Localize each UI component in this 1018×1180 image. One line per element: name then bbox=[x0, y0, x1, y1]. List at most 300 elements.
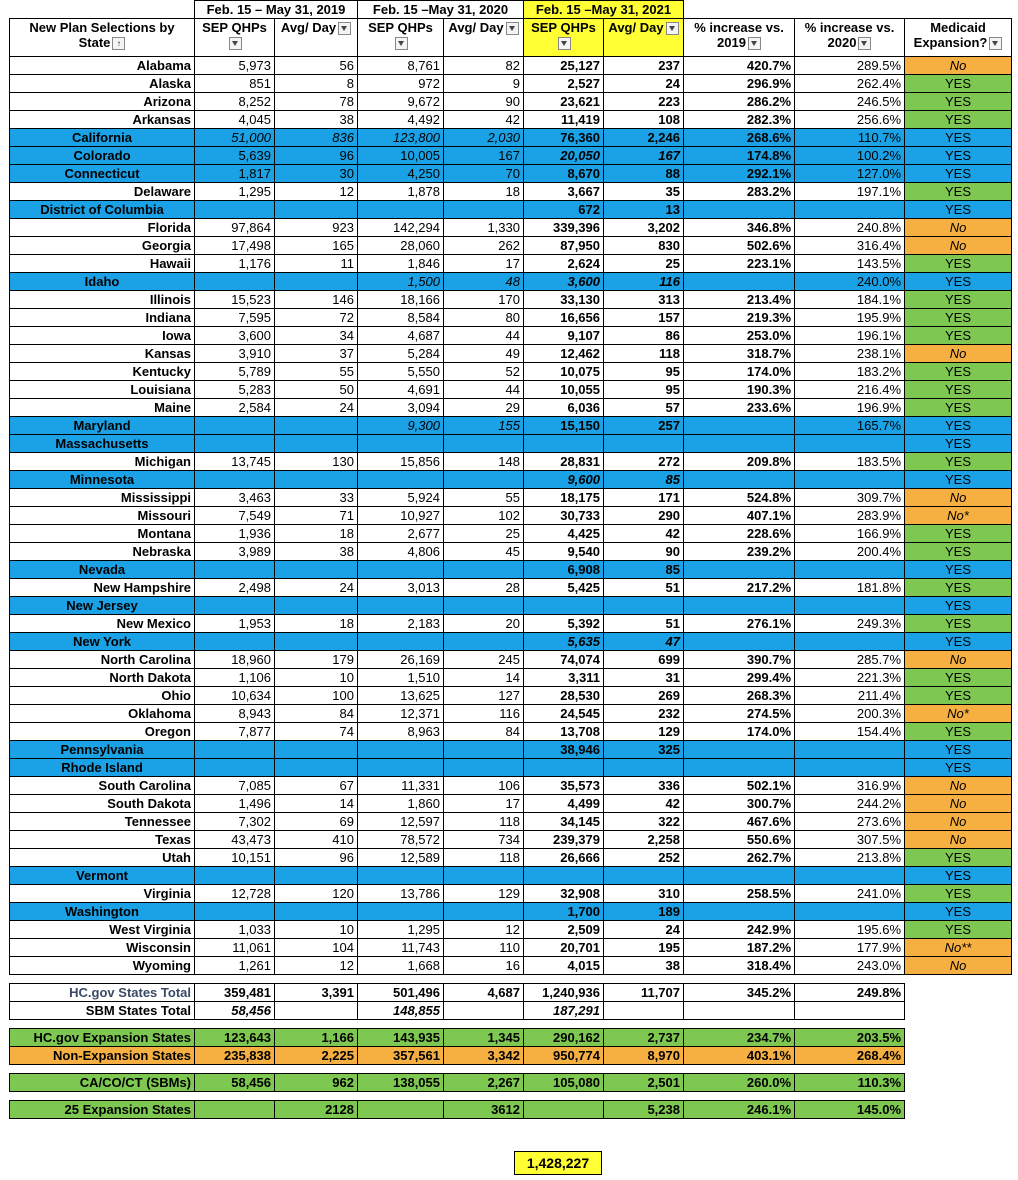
value-cell-a19[interactable]: 130 bbox=[275, 453, 358, 471]
value-cell-s20[interactable]: 1,668 bbox=[358, 957, 444, 975]
value-cell-a19[interactable]: 179 bbox=[275, 651, 358, 669]
avg-2020-header[interactable]: Avg/ Day bbox=[444, 19, 524, 57]
value-cell-s21[interactable]: 33,130 bbox=[524, 291, 604, 309]
value-cell-a20[interactable]: 155 bbox=[444, 417, 524, 435]
value-cell-a20[interactable]: 127 bbox=[444, 687, 524, 705]
total-value-p19[interactable]: 403.1% bbox=[684, 1047, 795, 1065]
value-cell-s21[interactable]: 25,127 bbox=[524, 57, 604, 75]
value-cell-s21[interactable]: 34,145 bbox=[524, 813, 604, 831]
value-cell-p20[interactable]: 316.4% bbox=[795, 237, 905, 255]
value-cell-p19[interactable]: 407.1% bbox=[684, 507, 795, 525]
value-cell-a19[interactable]: 10 bbox=[275, 921, 358, 939]
value-cell-p19[interactable]: 228.6% bbox=[684, 525, 795, 543]
value-cell-a19[interactable]: 11 bbox=[275, 255, 358, 273]
value-cell-a20[interactable]: 28 bbox=[444, 579, 524, 597]
total-value-s21[interactable] bbox=[524, 1101, 604, 1119]
state-name-cell[interactable]: New Jersey bbox=[10, 597, 195, 615]
value-cell-s19[interactable] bbox=[195, 903, 275, 921]
value-cell-p19[interactable]: 209.8% bbox=[684, 453, 795, 471]
value-cell-a19[interactable]: 33 bbox=[275, 489, 358, 507]
value-cell-s19[interactable]: 3,600 bbox=[195, 327, 275, 345]
value-cell-s19[interactable] bbox=[195, 633, 275, 651]
value-cell-a21[interactable]: 108 bbox=[604, 111, 684, 129]
value-cell-p20[interactable]: 166.9% bbox=[795, 525, 905, 543]
value-cell-a20[interactable]: 245 bbox=[444, 651, 524, 669]
state-name-cell[interactable]: South Dakota bbox=[10, 795, 195, 813]
medicaid-cell[interactable]: No* bbox=[905, 705, 1012, 723]
value-cell-p20[interactable] bbox=[795, 741, 905, 759]
value-cell-s21[interactable]: 24,545 bbox=[524, 705, 604, 723]
medicaid-cell[interactable]: YES bbox=[905, 471, 1012, 489]
value-cell-a21[interactable]: 171 bbox=[604, 489, 684, 507]
state-name-cell[interactable]: Oregon bbox=[10, 723, 195, 741]
value-cell-a20[interactable] bbox=[444, 903, 524, 921]
value-cell-s21[interactable]: 672 bbox=[524, 201, 604, 219]
value-cell-a19[interactable]: 18 bbox=[275, 615, 358, 633]
value-cell-p20[interactable]: 262.4% bbox=[795, 75, 905, 93]
value-cell-a21[interactable] bbox=[604, 597, 684, 615]
value-cell-p20[interactable]: 110.7% bbox=[795, 129, 905, 147]
sep-2020-header[interactable]: SEP QHPs bbox=[358, 19, 444, 57]
total-value-s20[interactable]: 501,496 bbox=[358, 984, 444, 1002]
value-cell-a19[interactable] bbox=[275, 273, 358, 291]
medicaid-cell[interactable]: YES bbox=[905, 129, 1012, 147]
value-cell-s20[interactable]: 2,183 bbox=[358, 615, 444, 633]
filter-dropdown-icon[interactable] bbox=[989, 37, 1002, 50]
total-value-s20[interactable]: 148,855 bbox=[358, 1002, 444, 1020]
value-cell-a21[interactable]: 699 bbox=[604, 651, 684, 669]
medicaid-cell[interactable]: YES bbox=[905, 903, 1012, 921]
medicaid-cell[interactable]: YES bbox=[905, 111, 1012, 129]
value-cell-a21[interactable]: 31 bbox=[604, 669, 684, 687]
value-cell-p19[interactable]: 524.8% bbox=[684, 489, 795, 507]
value-cell-a20[interactable]: 118 bbox=[444, 813, 524, 831]
value-cell-a20[interactable]: 45 bbox=[444, 543, 524, 561]
value-cell-a21[interactable]: 86 bbox=[604, 327, 684, 345]
total-value-s19[interactable] bbox=[195, 1101, 275, 1119]
value-cell-a21[interactable]: 24 bbox=[604, 921, 684, 939]
state-column-header[interactable]: New Plan Selections by State ↑ bbox=[10, 19, 195, 57]
value-cell-s19[interactable]: 1,106 bbox=[195, 669, 275, 687]
total-value-s20[interactable]: 143,935 bbox=[358, 1029, 444, 1047]
value-cell-s19[interactable]: 3,910 bbox=[195, 345, 275, 363]
state-name-cell[interactable]: Nevada bbox=[10, 561, 195, 579]
medicaid-cell[interactable]: YES bbox=[905, 849, 1012, 867]
value-cell-a21[interactable]: 336 bbox=[604, 777, 684, 795]
value-cell-a21[interactable] bbox=[604, 867, 684, 885]
medicaid-cell[interactable]: YES bbox=[905, 165, 1012, 183]
value-cell-p19[interactable]: 276.1% bbox=[684, 615, 795, 633]
value-cell-p19[interactable]: 190.3% bbox=[684, 381, 795, 399]
value-cell-a20[interactable] bbox=[444, 471, 524, 489]
total-value-a19[interactable]: 2128 bbox=[275, 1101, 358, 1119]
value-cell-s20[interactable]: 26,169 bbox=[358, 651, 444, 669]
state-name-cell[interactable]: South Carolina bbox=[10, 777, 195, 795]
value-cell-s19[interactable]: 1,176 bbox=[195, 255, 275, 273]
value-cell-a21[interactable]: 3,202 bbox=[604, 219, 684, 237]
value-cell-s20[interactable]: 12,371 bbox=[358, 705, 444, 723]
total-value-a19[interactable]: 2,225 bbox=[275, 1047, 358, 1065]
total-value-a20[interactable] bbox=[444, 1002, 524, 1020]
value-cell-s19[interactable] bbox=[195, 867, 275, 885]
filter-dropdown-icon[interactable] bbox=[229, 37, 242, 50]
value-cell-a21[interactable]: 118 bbox=[604, 345, 684, 363]
total-value-a21[interactable]: 8,970 bbox=[604, 1047, 684, 1065]
value-cell-s19[interactable]: 1,953 bbox=[195, 615, 275, 633]
value-cell-s19[interactable]: 10,634 bbox=[195, 687, 275, 705]
medicaid-cell[interactable]: YES bbox=[905, 525, 1012, 543]
state-name-cell[interactable]: Tennessee bbox=[10, 813, 195, 831]
filter-dropdown-icon[interactable] bbox=[506, 22, 519, 35]
total-value-s21[interactable]: 290,162 bbox=[524, 1029, 604, 1047]
value-cell-a21[interactable] bbox=[604, 759, 684, 777]
value-cell-a20[interactable]: 102 bbox=[444, 507, 524, 525]
filter-dropdown-icon[interactable] bbox=[558, 37, 571, 50]
value-cell-p19[interactable]: 239.2% bbox=[684, 543, 795, 561]
state-name-cell[interactable]: Florida bbox=[10, 219, 195, 237]
value-cell-p20[interactable]: 196.9% bbox=[795, 399, 905, 417]
avg-2019-header[interactable]: Avg/ Day bbox=[275, 19, 358, 57]
value-cell-s21[interactable]: 76,360 bbox=[524, 129, 604, 147]
state-name-cell[interactable]: New Mexico bbox=[10, 615, 195, 633]
state-name-cell[interactable]: New Hampshire bbox=[10, 579, 195, 597]
value-cell-a21[interactable]: 252 bbox=[604, 849, 684, 867]
medicaid-cell[interactable]: YES bbox=[905, 579, 1012, 597]
value-cell-s21[interactable]: 3,667 bbox=[524, 183, 604, 201]
value-cell-p20[interactable] bbox=[795, 903, 905, 921]
medicaid-cell[interactable]: No bbox=[905, 237, 1012, 255]
value-cell-a19[interactable]: 30 bbox=[275, 165, 358, 183]
medicaid-cell[interactable]: YES bbox=[905, 723, 1012, 741]
value-cell-p20[interactable]: 243.0% bbox=[795, 957, 905, 975]
value-cell-s19[interactable]: 11,061 bbox=[195, 939, 275, 957]
value-cell-a19[interactable]: 146 bbox=[275, 291, 358, 309]
value-cell-a21[interactable]: 325 bbox=[604, 741, 684, 759]
medicaid-cell[interactable]: No bbox=[905, 813, 1012, 831]
medicaid-cell[interactable]: YES bbox=[905, 633, 1012, 651]
value-cell-s20[interactable]: 12,589 bbox=[358, 849, 444, 867]
value-cell-s21[interactable]: 6,036 bbox=[524, 399, 604, 417]
sep-2019-header[interactable]: SEP QHPs bbox=[195, 19, 275, 57]
value-cell-s20[interactable] bbox=[358, 867, 444, 885]
total-value-a20[interactable]: 2,267 bbox=[444, 1074, 524, 1092]
value-cell-a21[interactable]: 88 bbox=[604, 165, 684, 183]
total-value-p19[interactable]: 260.0% bbox=[684, 1074, 795, 1092]
value-cell-s20[interactable]: 4,687 bbox=[358, 327, 444, 345]
total-value-s19[interactable]: 123,643 bbox=[195, 1029, 275, 1047]
value-cell-s20[interactable]: 1,846 bbox=[358, 255, 444, 273]
value-cell-s21[interactable] bbox=[524, 435, 604, 453]
value-cell-s20[interactable]: 8,761 bbox=[358, 57, 444, 75]
value-cell-s19[interactable]: 1,817 bbox=[195, 165, 275, 183]
medicaid-cell[interactable]: YES bbox=[905, 687, 1012, 705]
value-cell-a20[interactable] bbox=[444, 759, 524, 777]
value-cell-a20[interactable]: 80 bbox=[444, 309, 524, 327]
value-cell-a21[interactable]: 116 bbox=[604, 273, 684, 291]
value-cell-a21[interactable]: 47 bbox=[604, 633, 684, 651]
value-cell-p19[interactable]: 390.7% bbox=[684, 651, 795, 669]
total-value-s20[interactable] bbox=[358, 1101, 444, 1119]
value-cell-a20[interactable]: 49 bbox=[444, 345, 524, 363]
state-name-cell[interactable]: District of Columbia bbox=[10, 201, 195, 219]
value-cell-s20[interactable]: 18,166 bbox=[358, 291, 444, 309]
value-cell-a19[interactable]: 38 bbox=[275, 543, 358, 561]
value-cell-p20[interactable] bbox=[795, 435, 905, 453]
value-cell-a19[interactable]: 10 bbox=[275, 669, 358, 687]
medicaid-cell[interactable]: No** bbox=[905, 939, 1012, 957]
filter-dropdown-icon[interactable] bbox=[858, 37, 871, 50]
value-cell-a19[interactable]: 34 bbox=[275, 327, 358, 345]
value-cell-a21[interactable]: 167 bbox=[604, 147, 684, 165]
value-cell-s21[interactable]: 11,419 bbox=[524, 111, 604, 129]
value-cell-s21[interactable]: 239,379 bbox=[524, 831, 604, 849]
state-name-cell[interactable]: Delaware bbox=[10, 183, 195, 201]
pct-2020-header[interactable]: % increase vs. 2020 bbox=[795, 19, 905, 57]
state-name-cell[interactable]: Texas bbox=[10, 831, 195, 849]
value-cell-a20[interactable] bbox=[444, 867, 524, 885]
total-value-a20[interactable]: 3612 bbox=[444, 1101, 524, 1119]
value-cell-a20[interactable]: 90 bbox=[444, 93, 524, 111]
value-cell-s19[interactable]: 97,864 bbox=[195, 219, 275, 237]
value-cell-s21[interactable]: 4,425 bbox=[524, 525, 604, 543]
medicaid-cell[interactable]: No bbox=[905, 777, 1012, 795]
total-value-s20[interactable]: 357,561 bbox=[358, 1047, 444, 1065]
value-cell-a20[interactable]: 129 bbox=[444, 885, 524, 903]
value-cell-a20[interactable]: 55 bbox=[444, 489, 524, 507]
state-name-cell[interactable]: Louisiana bbox=[10, 381, 195, 399]
value-cell-a19[interactable] bbox=[275, 867, 358, 885]
value-cell-s20[interactable]: 5,550 bbox=[358, 363, 444, 381]
value-cell-p20[interactable]: 316.9% bbox=[795, 777, 905, 795]
value-cell-p19[interactable]: 174.0% bbox=[684, 723, 795, 741]
value-cell-s21[interactable]: 87,950 bbox=[524, 237, 604, 255]
medicaid-cell[interactable]: YES bbox=[905, 669, 1012, 687]
value-cell-a21[interactable]: 272 bbox=[604, 453, 684, 471]
medicaid-cell[interactable]: No bbox=[905, 651, 1012, 669]
value-cell-s19[interactable]: 1,936 bbox=[195, 525, 275, 543]
medicaid-cell[interactable]: YES bbox=[905, 453, 1012, 471]
value-cell-s20[interactable]: 10,005 bbox=[358, 147, 444, 165]
value-cell-p19[interactable]: 292.1% bbox=[684, 165, 795, 183]
total-value-a21[interactable]: 2,501 bbox=[604, 1074, 684, 1092]
value-cell-s20[interactable] bbox=[358, 201, 444, 219]
state-name-cell[interactable]: Ohio bbox=[10, 687, 195, 705]
value-cell-a19[interactable]: 71 bbox=[275, 507, 358, 525]
value-cell-a21[interactable]: 95 bbox=[604, 381, 684, 399]
value-cell-s19[interactable] bbox=[195, 741, 275, 759]
value-cell-s20[interactable]: 11,331 bbox=[358, 777, 444, 795]
value-cell-s19[interactable]: 2,584 bbox=[195, 399, 275, 417]
total-value-p19[interactable] bbox=[684, 1002, 795, 1020]
state-name-cell[interactable]: Connecticut bbox=[10, 165, 195, 183]
value-cell-p20[interactable]: 165.7% bbox=[795, 417, 905, 435]
value-cell-s21[interactable] bbox=[524, 759, 604, 777]
value-cell-p20[interactable]: 285.7% bbox=[795, 651, 905, 669]
value-cell-s21[interactable]: 32,908 bbox=[524, 885, 604, 903]
value-cell-a19[interactable]: 24 bbox=[275, 579, 358, 597]
value-cell-s20[interactable]: 3,094 bbox=[358, 399, 444, 417]
value-cell-s19[interactable]: 1,295 bbox=[195, 183, 275, 201]
value-cell-p20[interactable] bbox=[795, 561, 905, 579]
value-cell-a20[interactable]: 18 bbox=[444, 183, 524, 201]
medicaid-cell[interactable]: YES bbox=[905, 759, 1012, 777]
value-cell-s21[interactable]: 2,527 bbox=[524, 75, 604, 93]
value-cell-p20[interactable]: 177.9% bbox=[795, 939, 905, 957]
total-value-s21[interactable]: 105,080 bbox=[524, 1074, 604, 1092]
value-cell-p20[interactable]: 216.4% bbox=[795, 381, 905, 399]
value-cell-p19[interactable]: 258.5% bbox=[684, 885, 795, 903]
total-label-cell[interactable]: Non-Expansion States bbox=[10, 1047, 195, 1065]
value-cell-a19[interactable]: 12 bbox=[275, 183, 358, 201]
total-label-cell[interactable]: HC.gov States Total bbox=[10, 984, 195, 1002]
value-cell-a20[interactable]: 44 bbox=[444, 381, 524, 399]
value-cell-a19[interactable]: 67 bbox=[275, 777, 358, 795]
total-value-a21[interactable]: 11,707 bbox=[604, 984, 684, 1002]
medicaid-cell[interactable]: YES bbox=[905, 615, 1012, 633]
value-cell-p19[interactable] bbox=[684, 597, 795, 615]
value-cell-p20[interactable]: 221.3% bbox=[795, 669, 905, 687]
state-name-cell[interactable]: North Carolina bbox=[10, 651, 195, 669]
medicaid-cell[interactable]: YES bbox=[905, 309, 1012, 327]
state-name-cell[interactable]: California bbox=[10, 129, 195, 147]
value-cell-a19[interactable]: 18 bbox=[275, 525, 358, 543]
value-cell-s19[interactable]: 3,989 bbox=[195, 543, 275, 561]
medicaid-cell[interactable]: YES bbox=[905, 363, 1012, 381]
state-name-cell[interactable]: Kentucky bbox=[10, 363, 195, 381]
value-cell-s19[interactable]: 8,252 bbox=[195, 93, 275, 111]
medicaid-cell[interactable]: YES bbox=[905, 327, 1012, 345]
medicaid-cell[interactable]: YES bbox=[905, 597, 1012, 615]
value-cell-s19[interactable]: 5,789 bbox=[195, 363, 275, 381]
value-cell-a19[interactable]: 37 bbox=[275, 345, 358, 363]
value-cell-p19[interactable] bbox=[684, 867, 795, 885]
value-cell-s20[interactable]: 12,597 bbox=[358, 813, 444, 831]
value-cell-s20[interactable] bbox=[358, 561, 444, 579]
state-name-cell[interactable]: New York bbox=[10, 633, 195, 651]
value-cell-p19[interactable] bbox=[684, 633, 795, 651]
value-cell-a19[interactable] bbox=[275, 417, 358, 435]
total-label-cell[interactable]: CA/CO/CT (SBMs) bbox=[10, 1074, 195, 1092]
value-cell-a21[interactable]: 35 bbox=[604, 183, 684, 201]
value-cell-a20[interactable]: 110 bbox=[444, 939, 524, 957]
value-cell-p20[interactable]: 143.5% bbox=[795, 255, 905, 273]
value-cell-s21[interactable]: 28,831 bbox=[524, 453, 604, 471]
medicaid-cell[interactable]: YES bbox=[905, 543, 1012, 561]
value-cell-p19[interactable]: 274.5% bbox=[684, 705, 795, 723]
total-value-p20[interactable]: 203.5% bbox=[795, 1029, 905, 1047]
value-cell-a21[interactable]: 290 bbox=[604, 507, 684, 525]
value-cell-s21[interactable]: 8,670 bbox=[524, 165, 604, 183]
value-cell-s21[interactable]: 15,150 bbox=[524, 417, 604, 435]
value-cell-p19[interactable]: 219.3% bbox=[684, 309, 795, 327]
value-cell-s20[interactable]: 1,500 bbox=[358, 273, 444, 291]
value-cell-a20[interactable]: 170 bbox=[444, 291, 524, 309]
total-value-a19[interactable]: 1,166 bbox=[275, 1029, 358, 1047]
value-cell-a19[interactable] bbox=[275, 471, 358, 489]
value-cell-a21[interactable]: 51 bbox=[604, 579, 684, 597]
value-cell-s21[interactable]: 20,050 bbox=[524, 147, 604, 165]
value-cell-a19[interactable]: 100 bbox=[275, 687, 358, 705]
value-cell-s19[interactable]: 1,261 bbox=[195, 957, 275, 975]
value-cell-a20[interactable]: 167 bbox=[444, 147, 524, 165]
value-cell-a21[interactable]: 257 bbox=[604, 417, 684, 435]
value-cell-s19[interactable]: 1,033 bbox=[195, 921, 275, 939]
medicaid-cell[interactable]: YES bbox=[905, 381, 1012, 399]
value-cell-a21[interactable]: 237 bbox=[604, 57, 684, 75]
medicaid-cell[interactable]: YES bbox=[905, 561, 1012, 579]
value-cell-s20[interactable]: 5,284 bbox=[358, 345, 444, 363]
medicaid-cell[interactable]: YES bbox=[905, 201, 1012, 219]
value-cell-a20[interactable]: 118 bbox=[444, 849, 524, 867]
value-cell-s20[interactable]: 1,860 bbox=[358, 795, 444, 813]
state-name-cell[interactable]: Nebraska bbox=[10, 543, 195, 561]
total-value-p20[interactable]: 145.0% bbox=[795, 1101, 905, 1119]
value-cell-a21[interactable]: 310 bbox=[604, 885, 684, 903]
value-cell-s21[interactable]: 6,908 bbox=[524, 561, 604, 579]
value-cell-p20[interactable]: 249.3% bbox=[795, 615, 905, 633]
state-name-cell[interactable]: Utah bbox=[10, 849, 195, 867]
total-value-a21[interactable] bbox=[604, 1002, 684, 1020]
value-cell-a20[interactable] bbox=[444, 201, 524, 219]
state-name-cell[interactable]: Maine bbox=[10, 399, 195, 417]
value-cell-s21[interactable]: 4,499 bbox=[524, 795, 604, 813]
medicaid-header[interactable]: Medicaid Expansion? bbox=[905, 19, 1012, 57]
medicaid-cell[interactable]: No bbox=[905, 57, 1012, 75]
total-value-a21[interactable]: 2,737 bbox=[604, 1029, 684, 1047]
value-cell-s19[interactable] bbox=[195, 561, 275, 579]
value-cell-p19[interactable]: 262.7% bbox=[684, 849, 795, 867]
value-cell-s19[interactable]: 15,523 bbox=[195, 291, 275, 309]
value-cell-a20[interactable] bbox=[444, 633, 524, 651]
value-cell-s19[interactable]: 7,549 bbox=[195, 507, 275, 525]
value-cell-p20[interactable]: 196.1% bbox=[795, 327, 905, 345]
state-name-cell[interactable]: Arizona bbox=[10, 93, 195, 111]
value-cell-a20[interactable]: 52 bbox=[444, 363, 524, 381]
value-cell-s20[interactable] bbox=[358, 597, 444, 615]
value-cell-s20[interactable]: 13,786 bbox=[358, 885, 444, 903]
value-cell-s20[interactable] bbox=[358, 741, 444, 759]
value-cell-p19[interactable]: 318.4% bbox=[684, 957, 795, 975]
value-cell-s21[interactable]: 23,621 bbox=[524, 93, 604, 111]
value-cell-s19[interactable]: 17,498 bbox=[195, 237, 275, 255]
total-value-p20[interactable]: 268.4% bbox=[795, 1047, 905, 1065]
value-cell-s21[interactable]: 9,540 bbox=[524, 543, 604, 561]
value-cell-a20[interactable]: 48 bbox=[444, 273, 524, 291]
value-cell-p20[interactable]: 195.9% bbox=[795, 309, 905, 327]
value-cell-a20[interactable]: 148 bbox=[444, 453, 524, 471]
state-name-cell[interactable]: West Virginia bbox=[10, 921, 195, 939]
value-cell-p19[interactable]: 286.2% bbox=[684, 93, 795, 111]
value-cell-a19[interactable]: 84 bbox=[275, 705, 358, 723]
value-cell-a20[interactable]: 29 bbox=[444, 399, 524, 417]
value-cell-p19[interactable]: 283.2% bbox=[684, 183, 795, 201]
value-cell-p20[interactable]: 183.5% bbox=[795, 453, 905, 471]
value-cell-p20[interactable]: 200.4% bbox=[795, 543, 905, 561]
state-name-cell[interactable]: Rhode Island bbox=[10, 759, 195, 777]
value-cell-s19[interactable]: 13,745 bbox=[195, 453, 275, 471]
value-cell-s21[interactable]: 2,624 bbox=[524, 255, 604, 273]
value-cell-a20[interactable]: 14 bbox=[444, 669, 524, 687]
value-cell-p19[interactable]: 213.4% bbox=[684, 291, 795, 309]
value-cell-p20[interactable]: 246.5% bbox=[795, 93, 905, 111]
state-name-cell[interactable]: North Dakota bbox=[10, 669, 195, 687]
value-cell-s20[interactable] bbox=[358, 903, 444, 921]
value-cell-s20[interactable]: 9,672 bbox=[358, 93, 444, 111]
value-cell-a19[interactable]: 78 bbox=[275, 93, 358, 111]
value-cell-s20[interactable]: 78,572 bbox=[358, 831, 444, 849]
state-name-cell[interactable]: Vermont bbox=[10, 867, 195, 885]
value-cell-p20[interactable] bbox=[795, 867, 905, 885]
